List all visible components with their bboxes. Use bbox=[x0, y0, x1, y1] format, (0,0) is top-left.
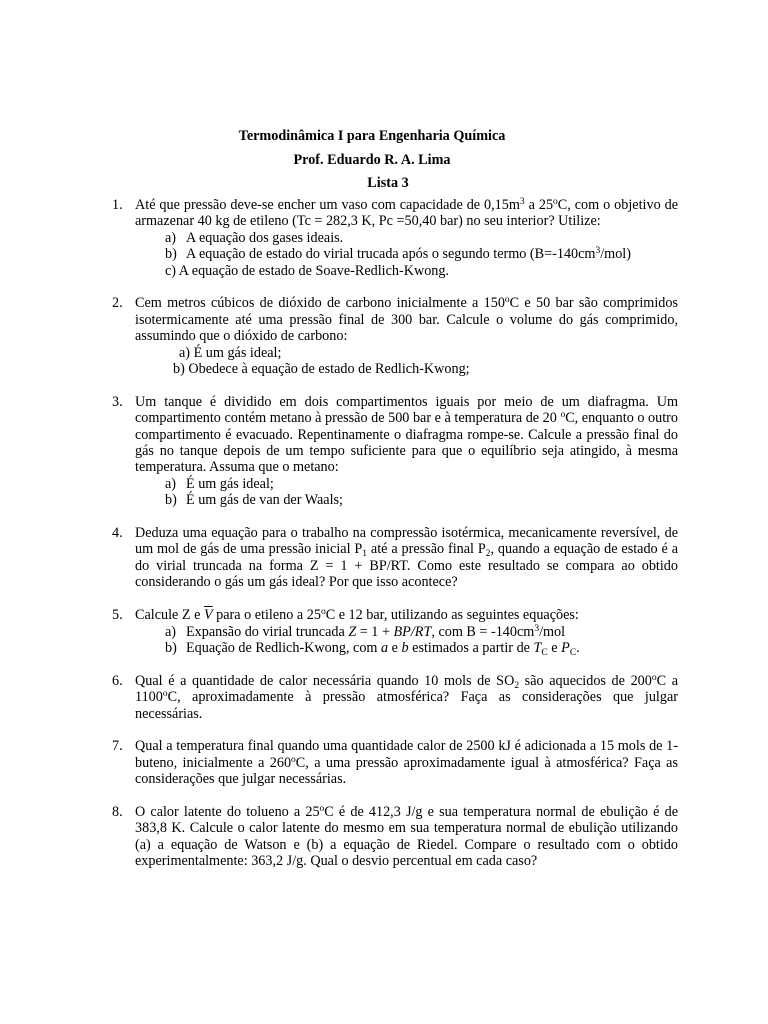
sub-text: estimados a partir de bbox=[408, 639, 534, 656]
text-run: , quando a equação de estado é a do virial truncada na forma Z = 1 + BP/RT. Como este resultado se compara ao obtido considerando o gás um gás ideal? Por que isso acontece? bbox=[135, 541, 678, 591]
text-run: a 25 bbox=[524, 197, 554, 213]
text-run: C a 1100 bbox=[135, 672, 678, 706]
question-4 bbox=[112, 525, 678, 591]
superscript: o bbox=[319, 803, 325, 814]
question-number: 2. bbox=[112, 295, 123, 312]
superscript: o bbox=[320, 607, 326, 618]
sub-label: a) bbox=[165, 229, 177, 246]
text-run: Até que pressão deve-se encher um vaso com capacidade de 0,15m bbox=[135, 197, 520, 213]
sub-item-b bbox=[135, 640, 678, 656]
text-run: C é de 412,3 J/g e sua temperatura normal de ebulição é de 383,8 K. Calcule o calor latente do mesmo em sua temperatura normal de ebulição utilizando (a) a equação de Watson e (b) a equação de Riedel. Compare o resultado com o obtido experimentalmente: 363,2 J/g. Qual o desvio percentual em cada caso? bbox=[135, 803, 679, 870]
superscript: 3 bbox=[534, 623, 540, 634]
sub-item-a: a) É um gás ideal; bbox=[179, 344, 282, 361]
text-run: Qual é a quantidade de calor necessária quando 10 mols de SO bbox=[135, 672, 515, 689]
subscript: 1 bbox=[362, 549, 368, 560]
document-title: Termodinâmica I para Engenharia Química bbox=[238, 128, 506, 144]
question-8 bbox=[112, 804, 678, 870]
subscript: C bbox=[541, 647, 548, 658]
question-6 bbox=[112, 673, 678, 722]
sub-label: a) bbox=[165, 475, 177, 492]
text-run: Calcule Z e bbox=[135, 607, 204, 624]
question-text bbox=[135, 197, 678, 230]
subscript: C bbox=[569, 647, 577, 658]
sub-text: /mol bbox=[539, 623, 566, 640]
sub-item-a bbox=[135, 624, 678, 640]
question-number: 1. bbox=[112, 197, 123, 213]
sub-text: É um gás de van der Waals; bbox=[186, 492, 343, 509]
text-run: C, a uma pressão aproximadamente igual à atmosférica? Faça as considerações que julgar necessárias. bbox=[135, 754, 678, 788]
question-number: 3. bbox=[112, 393, 123, 410]
sub-text: Expansão do virial truncada bbox=[186, 623, 349, 640]
question-number: 8. bbox=[112, 803, 123, 820]
superscript: o bbox=[553, 197, 558, 207]
question-text bbox=[135, 804, 678, 870]
text-run: para o etileno a 25 bbox=[212, 607, 321, 624]
sub-item-b bbox=[135, 246, 678, 262]
question-text bbox=[135, 394, 678, 476]
question-number: 5. bbox=[112, 607, 123, 624]
subscript: 2 bbox=[485, 549, 491, 560]
sub-text: É um gás ideal; bbox=[186, 475, 274, 492]
text-run: até a pressão final P bbox=[367, 541, 486, 558]
question-number: 7. bbox=[112, 738, 123, 755]
question-text bbox=[135, 525, 678, 591]
text-run: Qual a temperatura final quando uma quantidade calor de 2500 kJ é adicionada a 15 mols de 1-buteno, inicialmente a 260 bbox=[135, 738, 678, 771]
question-1 bbox=[112, 197, 678, 279]
italic-text: a bbox=[381, 639, 389, 656]
question-text bbox=[135, 738, 678, 787]
text-run: são aquecidos de 200 bbox=[519, 672, 652, 689]
question-list bbox=[112, 197, 678, 886]
question-7 bbox=[112, 738, 678, 787]
superscript: 3 bbox=[519, 197, 525, 207]
sub-text: = 1 + bbox=[356, 623, 394, 640]
question-5 bbox=[112, 607, 678, 656]
superscript: 3 bbox=[595, 246, 601, 257]
text-run: Deduza uma equação para o trabalho na compressão isotérmica, mecanicamente reversível, de um mol de gás de uma pressão inicial P bbox=[135, 525, 678, 558]
question-number: 4. bbox=[112, 525, 123, 542]
text-run: C, enquanto o outro compartimento é evacuado. Repentinamente o diafragma rompe-se. Calcule a pressão final do gás no tanque depois de um tempo suficiente para que o equilíbrio seja atingido, à mesma temperatura. Assuma que o metano: bbox=[135, 410, 678, 476]
text-run: C, com o objetivo de armazenar 40 kg de etileno (Tc = 282,3 K, Pc =50,40 bar) no seu interior? Utilize: bbox=[135, 197, 678, 230]
question-text bbox=[135, 607, 678, 623]
sub-label: a) bbox=[165, 623, 177, 640]
list-number: Lista 3 bbox=[367, 175, 409, 191]
subscript: 2 bbox=[514, 680, 520, 691]
molar-volume-symbol: $\overline{V}$ bbox=[203, 607, 213, 624]
superscript: o bbox=[162, 689, 168, 700]
sub-item-b: b) Obedece à equação de estado de Redlich-Kwong; bbox=[173, 361, 470, 378]
text-run: Um tanque é dividido em dois compartimentos iguais por meio de um diafragma. Um compartimento contém metano à pressão de 500 bar e à temperatura de 20 bbox=[135, 393, 678, 427]
superscript: o bbox=[651, 672, 657, 683]
question-text bbox=[135, 295, 678, 344]
text-run: Cem metros cúbicos de dióxido de carbono inicialmente a 150 bbox=[135, 295, 505, 312]
text-run: C e 12 bar, utilizando as seguintes equações: bbox=[325, 607, 579, 624]
question-3 bbox=[112, 394, 678, 509]
sub-item-b bbox=[135, 492, 678, 508]
sub-text: e bbox=[547, 639, 562, 656]
sub-item-a bbox=[135, 230, 678, 246]
sub-item-c: c) A equação de estado de Soave-Redlich-Kwong. bbox=[165, 262, 450, 279]
question-2 bbox=[112, 295, 678, 377]
italic-text: T bbox=[533, 639, 542, 656]
sub-text: Equação de Redlich-Kwong, com bbox=[186, 639, 382, 656]
italic-text: BP/RT bbox=[393, 623, 432, 640]
italic-text: P bbox=[561, 639, 570, 656]
text-run: C e 50 bar são comprimidos isotermicamente até uma pressão final de 300 bar. Calcule o volume do gás comprimido, assumindo que o dióxido de carbono: bbox=[135, 295, 678, 345]
question-number: 6. bbox=[112, 672, 123, 689]
professor-name: Prof. Eduardo R. A. Lima bbox=[293, 152, 451, 168]
sub-text: /mol) bbox=[600, 246, 631, 263]
sub-item-a bbox=[135, 476, 678, 492]
superscript: o bbox=[504, 295, 510, 306]
text-run: C, aproximadamente à pressão atmosférica? Faça as considerações que julgar necessárias. bbox=[135, 689, 678, 722]
sub-text: e bbox=[388, 639, 402, 656]
sub-text: , com B = -140cm bbox=[431, 623, 535, 640]
sub-label: b) bbox=[165, 492, 177, 509]
sub-text: A equação dos gases ideais. bbox=[186, 229, 344, 246]
sub-label: b) bbox=[165, 639, 177, 656]
italic-text: b bbox=[401, 639, 409, 656]
sub-label: b) bbox=[165, 246, 177, 263]
question-text bbox=[135, 673, 678, 722]
italic-text: Z bbox=[348, 623, 357, 640]
superscript: o bbox=[291, 754, 296, 765]
superscript: o bbox=[560, 410, 566, 421]
text-run: O calor latente do tolueno a 25 bbox=[135, 803, 320, 820]
sub-text: . bbox=[576, 639, 580, 656]
sub-text: A equação de estado do virial trucada após o segundo termo (B=-140cm bbox=[186, 246, 596, 263]
